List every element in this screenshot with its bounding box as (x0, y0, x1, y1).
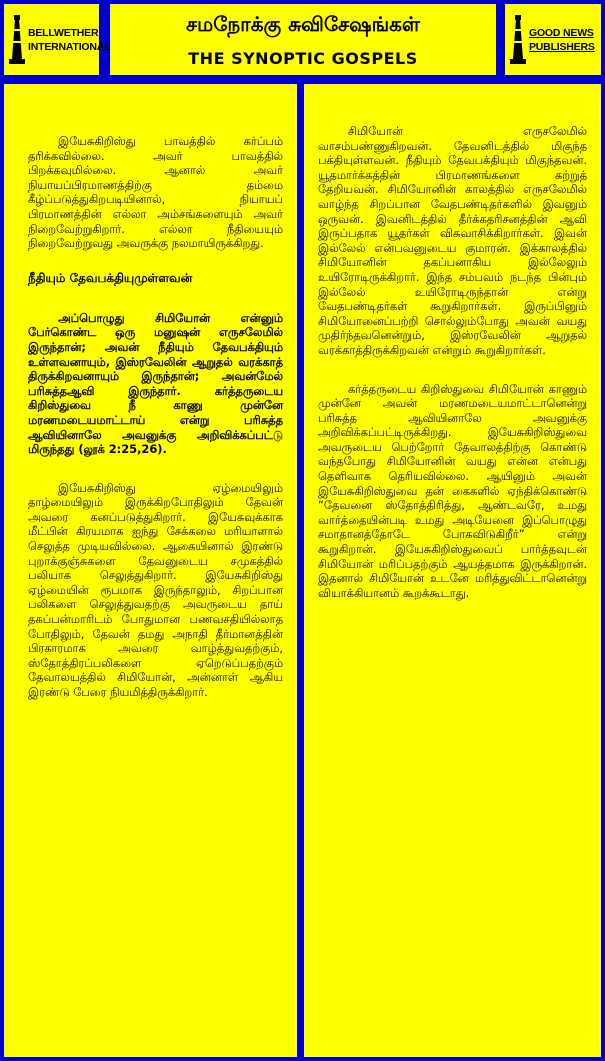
section-heading: நீதியும் தேவபக்தியுமுள்ளவன் (28, 270, 193, 285)
right-column (304, 84, 601, 1057)
right-paragraph-2: கர்த்தருடைய கிறிஸ்துவை சிமியோன் காணும் முன்னே அவன் மரணமடையமாட்டானென்று பரிசுத்த ஆவியினாலே அவனுக்கு அறிவிக்கப்பட்டிருக்கிறது. இயேசுகிறிஸ்துவை அவருடைய பெற்றோர் தேவாலத்திற்கு கொண்டு வந்தபோது சிமியோனின் வயது என்ன என்பது தெளிவாக தெரியவில்லை. ஆயினும் அவன் இயேசுகிறிஸ்துவை தன் கைகளில் ஏந்திக்கொண்டு “தேவனை ஸ்தோத்திரித்து, ஆண்டவரே, உமது வார்த்தையின்படி உமது அடியேனை இப்பொழுது சமாதானத்தோடே போகவிடுகிறீர்” என்று கூறுகிறான். இயேசுகிறிஸ்துவைப் பார்த்தவுடன் சிமியோன் மரிப்பதற்கும் ஆயத்தமாக இருக்கிறான். இதனால் சிமியோன் உடனே மரித்துவிட்டானென்று வியாக்கியானம் கூறக்கூடாது. (318, 381, 587, 600)
title-panel (110, 4, 496, 75)
page-title-tamil: சமநோக்கு சுவிசேஷங்கள் (186, 12, 420, 36)
good-news-logo-text: GOOD NEWS PUBLISHERS (529, 26, 595, 53)
good-news-logo-panel (505, 4, 601, 75)
left-paragraph-2: இயேசுகிறிஸ்து ஏழ்மையிலும் தாழ்மையிலும் இருக்கிறபோதிலும் தேவன் அவரை கனப்படுத்துகிறார். இயேசுவுக்காக மீட்பின் கிரயமாக ஐந்து சேக்கலை மரியாளால் செலுத்த முடியவில்லை. ஆகையினால் இரண்டு புறாக்குஞ்சுகளை தேவனுடைய சமுகத்தில் பலியாக செலுத்துகிறார். இயேசுகிறிஸ்து ஏழ்மையின் ரூபமாக இருந்தாலும், சிறப்பான பலிகளை செலுத்துவதற்கு அவருடைய தாய் தகப்பன்மாரிடம் போதுமான பணவசதியில்லாத போதிலும், தேவன் தமது அநாதி தீர்மானத்தின் பிரகாரமாக அவரை வாழ்த்துவதற்கும், ஸ்தோத்திரப்பலிகளை ஏறெடுப்பதற்கும் தேவாலயத்தில் சிமியோன், அன்னாள் ஆகிய இரண்டு பேரை நியமித்திருக்கிறார். (28, 480, 283, 699)
right-paragraph-1: சிமியோன் எருசலேமில் வாசம்பண்ணுகிறவன். தேவனிடத்தில் மிகுந்த பக்தியுள்ளவன். நீதியும் தேவபக்தியும் மிகுந்தவன். யூதமார்க்கத்தின் பிரமாணங்களை கற்றுத் தேறியவன். சிமியோனின் காலத்தில் எருசலேமில் வாழ்ந்த சிறப்பான வேதபண்டிதர்களில் இவனும் ஒருவன். இவனிடத்தில் தீர்க்கதரிசனத்தின் ஆவி இருப்பதாக யூதர்கள் விசுவாசிக்கிறார்கள். இவன் இல்லேல் என்பவனுடைய குமாரன். இக்காலத்தில் சிமியோனின் தகப்பனாகிய இல்லேலும் உயிரோடிருக்கிறார். இந்த சம்பவம் நடந்த பின்பும் இல்லேல் உயிரோடிருந்தான் என்று வேதபண்டிதர்கள் கூறுகிறார்கள். இருப்பினும் சிமியோனைப்பற்றி சொல்லும்போது அவன் வயது முதிர்ந்தவனென்றும், இஸ்ரவேலின் ஆறுதல் வரக்காத்திருக்கிறவன் என்றும் கூறுகிறார்கள். (318, 124, 587, 357)
lighthouse-icon (8, 15, 26, 65)
lighthouse-icon (509, 15, 527, 65)
left-column (4, 84, 297, 1057)
bellwether-logo-panel (4, 4, 111, 75)
page-title-english: THE SYNOPTIC GOSPELS (188, 49, 418, 68)
bellwether-logo-text: BELLWETHER INTERNATIONAL (28, 26, 111, 53)
scripture-quote: அப்பொழுது சிமியோன் என்னும் பேர்கொண்ட ஒரு மனுஷன் எருசலேமில் இருந்தான்; அவன் நீதியும் தேவபக்தியும் உள்ளவனாயும், இஸ்ரவேலின் ஆறுதல் வரக்காத் திருக்கிறவனாயும் இருந்தான்; அவன்மேல் பரிசுத்தஆவி இருந்தார். கர்த்தருடைய கிறிஸ்துவை நீ காணு முன்னே மரணமடையமாட்டாய் என்று பரிசுத்த ஆவியினாலே அவனுக்கு அறிவிக்கப்பட்டு மிருந்தது (லூக் 2:25,26). (28, 310, 283, 457)
left-paragraph-1: இயேசுகிறிஸ்து பாவத்தில் கர்ப்பம் தரிக்கவில்லை. அவர் பாவத்தில் பிறக்கவுமில்லை. ஆனால் அவர் நியாயப்பிரமாணத்திற்கு தம்மை கீழ்ப்படுத்துகிறபடியினால், நியாயப் பிரமாணத்தின் எல்லா அம்சங்களையும் அவர் நிறைவேற்றுகிறார். எல்லா நீதியையும் நிறைவேற்றுவது அவருக்கு நலமாயிருக்கிறது. (28, 134, 283, 251)
